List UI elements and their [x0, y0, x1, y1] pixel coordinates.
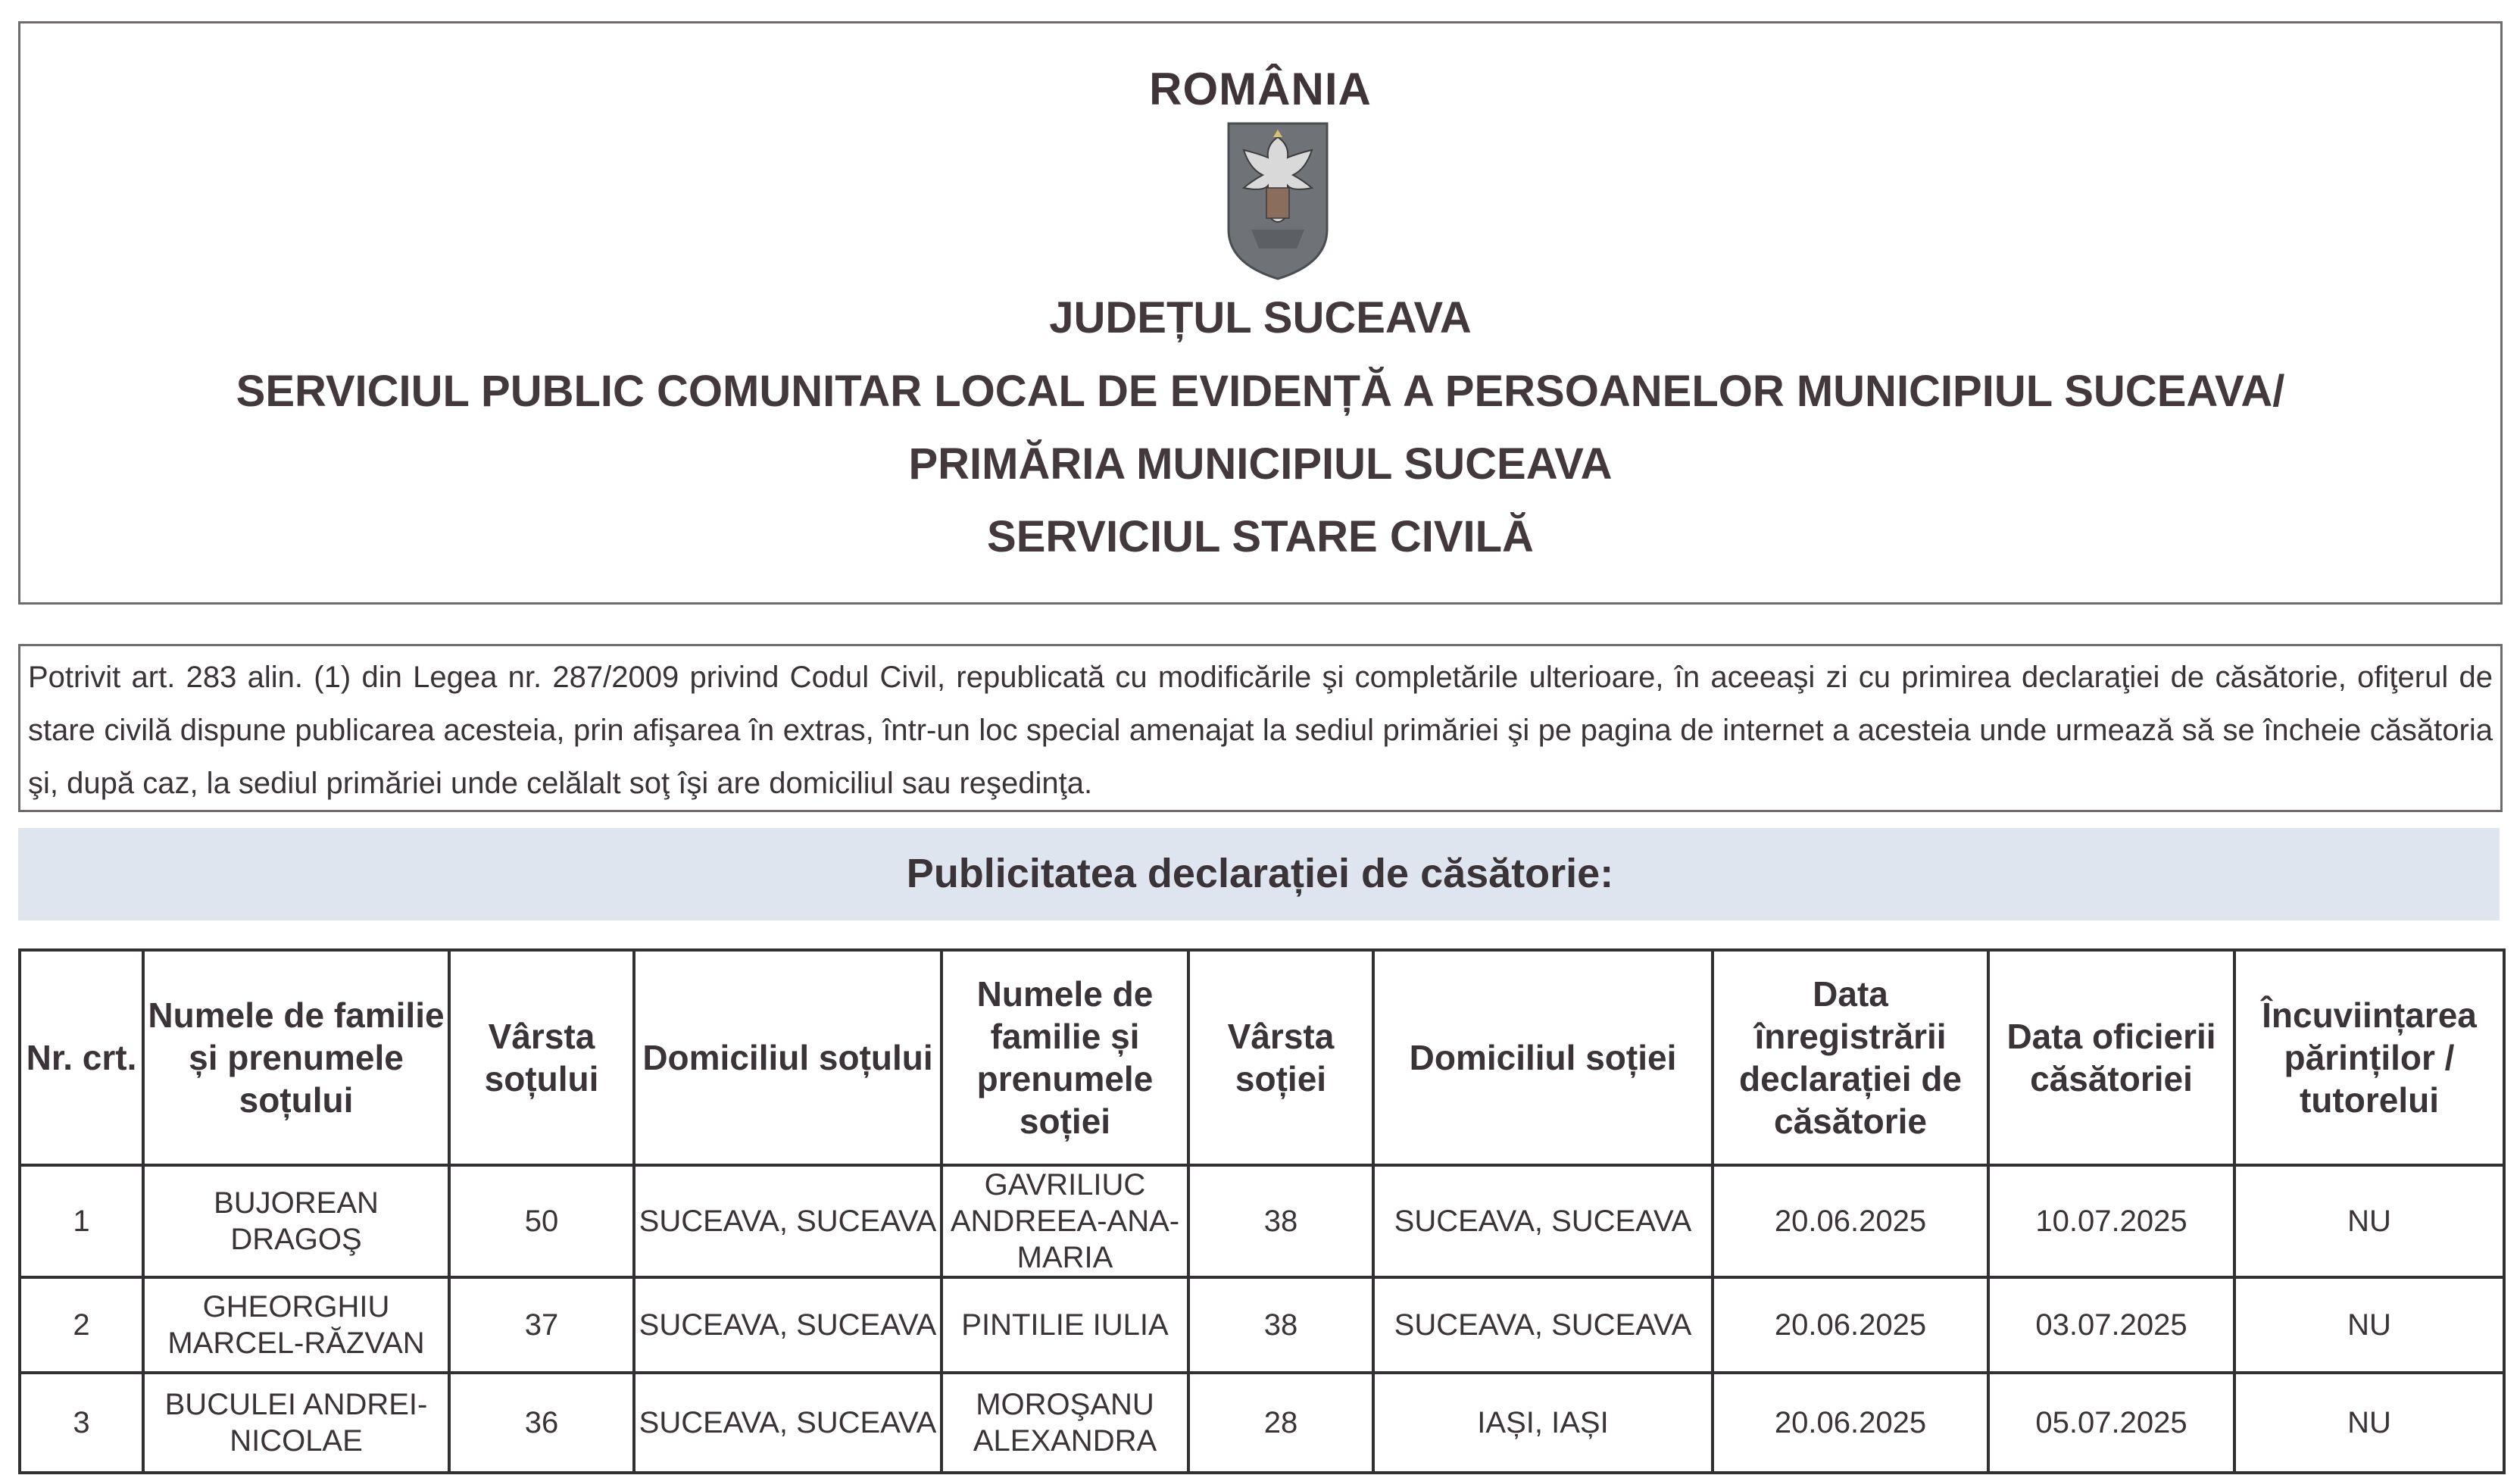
cell-registration-date: 20.06.2025 — [1713, 1277, 1988, 1373]
header-nr-crt: Nr. crt. — [20, 950, 143, 1165]
cell-husband-age: 36 — [449, 1373, 634, 1473]
header-wife-age: Vârsta soției — [1188, 950, 1373, 1165]
cell-registration-date: 20.06.2025 — [1713, 1165, 1988, 1277]
cell-wife-name: MOROŞANU ALEXANDRA — [941, 1373, 1188, 1473]
header-line-city-hall: PRIMĂRIA MUNICIPIUL SUCEAVA — [908, 439, 1613, 489]
header-wife-name: Numele de familie și prenumele soției — [941, 950, 1188, 1165]
cell-wife-name: GAVRILIUC ANDREEA-ANA-MARIA — [941, 1165, 1188, 1277]
cell-ceremony-date: 03.07.2025 — [1988, 1277, 2234, 1373]
header-wife-domicile: Domiciliul soției — [1373, 950, 1713, 1165]
cell-wife-domicile: IAȘI, IAȘI — [1373, 1373, 1713, 1473]
cell-parental-consent: NU — [2234, 1277, 2504, 1373]
cell-nr: 1 — [20, 1165, 143, 1277]
cell-parental-consent: NU — [2234, 1373, 2504, 1473]
cell-ceremony-date: 10.07.2025 — [1988, 1165, 2234, 1277]
cell-husband-domicile: SUCEAVA, SUCEAVA — [634, 1165, 941, 1277]
cell-husband-name: BUJOREAN DRAGOŞ — [143, 1165, 449, 1277]
header-line-county: JUDEȚUL SUCEAVA — [1049, 293, 1472, 342]
cell-husband-age: 37 — [449, 1277, 634, 1373]
cell-husband-age: 50 — [449, 1165, 634, 1277]
header-line-civil-status: SERVICIUL STARE CIVILĂ — [987, 512, 1534, 561]
legal-notice: Potrivit art. 283 alin. (1) din Legea nr. 287/2009 privind Codul Civil, republicată cu modificările şi completările ulterioare, în aceeaşi zi cu primirea declaraţiei de căsătorie, ofiţerul de stare civilă dispune publicarea acesteia, prin afişarea în extras, într-un loc special amenajat la sediul primăriei şi pe pagina de internet a acesteia unde urmează să se încheie căsătoria şi, după caz, la sediul primăriei unde celălalt soţ îşi are domiciliul sau reşedinţa. — [18, 644, 2503, 812]
header-parental-consent: Încuviințarea părinților / tutorelui — [2234, 950, 2504, 1165]
cell-husband-domicile: SUCEAVA, SUCEAVA — [634, 1373, 941, 1473]
cell-parental-consent: NU — [2234, 1165, 2504, 1277]
cell-wife-age: 38 — [1188, 1165, 1373, 1277]
marriage-declarations-table — [18, 948, 2506, 1474]
table-row — [20, 1277, 2504, 1373]
header-line-service: SERVICIUL PUBLIC COMUNITAR LOCAL DE EVIDENȚĂ A PERSOANELOR MUNICIPIUL SUCEAVA/ — [236, 367, 2285, 416]
cell-husband-name: GHEORGHIU MARCEL-RĂZVAN — [143, 1277, 449, 1373]
cell-wife-domicile: SUCEAVA, SUCEAVA — [1373, 1277, 1713, 1373]
header-husband-name: Numele de familie și prenumele soțului — [143, 950, 449, 1165]
header-box — [18, 21, 2503, 605]
header-registration-date: Data înregistrării declarației de căsătorie — [1713, 950, 1988, 1165]
section-title: Publicitatea declarației de căsătorie: — [906, 851, 1614, 896]
header-ceremony-date: Data oficierii căsătoriei — [1988, 950, 2234, 1165]
table-row — [20, 1373, 2504, 1473]
cell-husband-domicile: SUCEAVA, SUCEAVA — [634, 1277, 941, 1373]
country-title: ROMÂNIA — [1149, 64, 1372, 114]
cell-nr: 3 — [20, 1373, 143, 1473]
cell-registration-date: 20.06.2025 — [1713, 1373, 1988, 1473]
cell-wife-domicile: SUCEAVA, SUCEAVA — [1373, 1165, 1713, 1277]
table-row — [20, 1165, 2504, 1277]
cell-wife-name: PINTILIE IULIA — [941, 1277, 1188, 1373]
cell-husband-name: BUCULEI ANDREI-NICOLAE — [143, 1373, 449, 1473]
header-husband-domicile: Domiciliul soțului — [634, 950, 941, 1165]
cell-nr: 2 — [20, 1277, 143, 1373]
romania-coat-of-arms-icon — [1221, 116, 1335, 283]
header-husband-age: Vârsta soțului — [449, 950, 634, 1165]
cell-ceremony-date: 05.07.2025 — [1988, 1373, 2234, 1473]
table-header-row — [20, 950, 2504, 1165]
cell-wife-age: 28 — [1188, 1373, 1373, 1473]
cell-wife-age: 38 — [1188, 1277, 1373, 1373]
